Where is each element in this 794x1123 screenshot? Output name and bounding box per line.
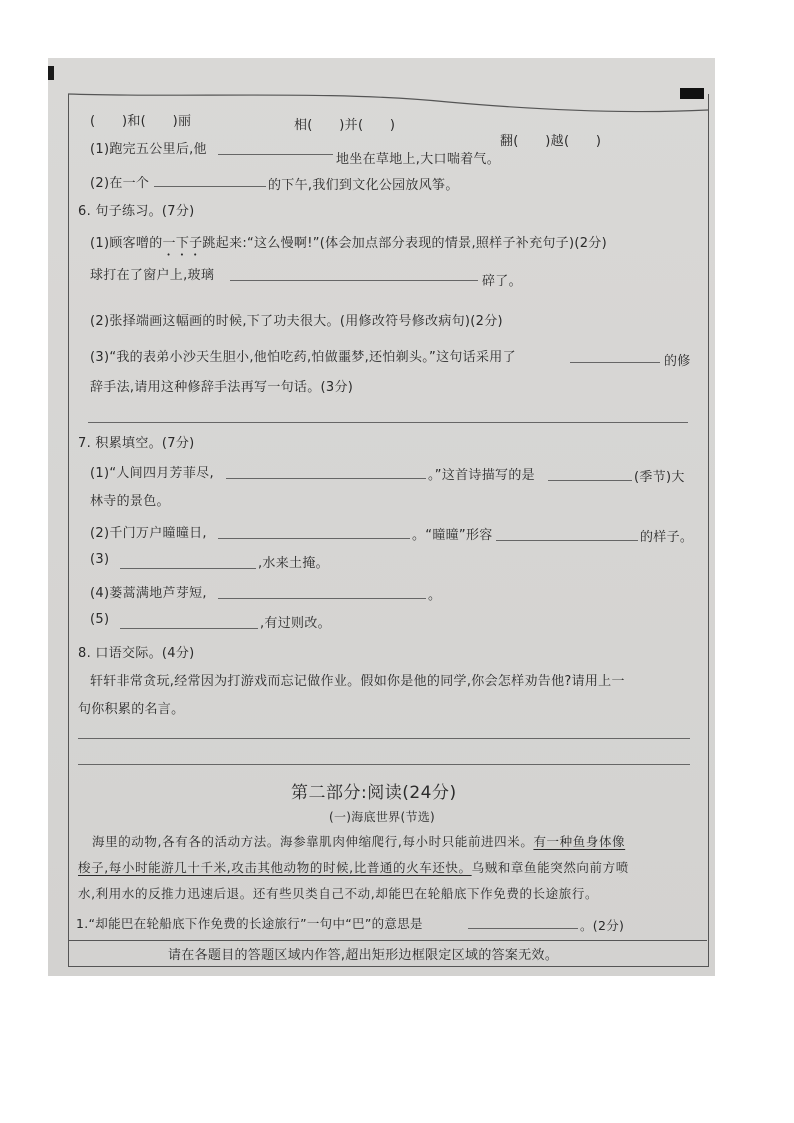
q7-a1: (1)“人间四月芳菲尽, <box>90 466 214 481</box>
answer-line[interactable] <box>570 362 660 363</box>
q8-p1: 轩轩非常贪玩,经常因为打游戏而忘记做作业。假如你是他的同学,你会怎样劝告他?请用上一 <box>90 674 625 689</box>
q7-a3: (季节)大 <box>634 470 685 485</box>
reading-q1a: 1.“却能巴在轮船底下作免费的长途旅行”一句中“巴”的意思是 <box>76 916 423 931</box>
part2-subtitle: (一)海底世界(节选) <box>329 810 436 824</box>
passage-line-3: 水,利用水的反推力迅速后退。还有些贝类自己不动,却能巴在轮船底下作免费的长途旅行。 <box>78 886 599 901</box>
q7-c1: (3) <box>90 552 110 567</box>
answer-line[interactable] <box>78 738 690 739</box>
answer-line[interactable] <box>468 928 578 929</box>
passage-l1b: 有一种鱼身体像 <box>533 834 626 849</box>
q5-s2b: 的下午,我们到文化公园放风筝。 <box>268 178 459 193</box>
q6-p1c: 球打在了窗户上,玻璃 <box>90 268 215 283</box>
answer-line[interactable] <box>548 480 632 481</box>
q7-c2: ,水来土掩。 <box>258 556 329 571</box>
q6-p3c: 辞手法,请用这种修辞手法再写一句话。(3分) <box>90 380 354 395</box>
q6-p1 <box>90 232 607 259</box>
passage-l2b: 乌贼和章鱼能突然向前方喷 <box>471 860 629 875</box>
answer-line[interactable] <box>120 568 256 569</box>
reading-q1b: 。(2分) <box>580 918 625 933</box>
answer-line[interactable] <box>120 628 258 629</box>
passage-line-2 <box>78 858 629 876</box>
frame-bottom-line <box>68 940 707 941</box>
passage-l1a: 海里的动物,各有各的活动方法。海参靠肌肉伸缩爬行,每小时只能前进四米。 <box>92 834 534 849</box>
answer-line[interactable] <box>218 154 333 155</box>
q6-p3a: (3)“我的表弟小沙天生胆小,他怕吃药,怕做噩梦,还怕剃头。”这句话采用了 <box>90 350 516 365</box>
word-fill-3: 翻( )越( ) <box>500 134 602 149</box>
q6-title: 6. 句子练习。(7分) <box>78 204 195 219</box>
passage-line-1 <box>92 832 625 850</box>
q5-s1a: (1)跑完五公里后,他 <box>90 142 207 157</box>
q7-b3: 的样子。 <box>640 530 694 545</box>
q6-p1a: (1)顾客噌的 <box>90 236 163 251</box>
q8-p2: 句你积累的名言。 <box>78 702 185 717</box>
q7-e1: (5) <box>90 612 110 627</box>
q7-e2: ,有过则改。 <box>260 616 331 631</box>
q6-p3b: 的修 <box>664 354 691 369</box>
answer-line[interactable] <box>226 478 426 479</box>
answer-line[interactable] <box>78 764 690 765</box>
q7-b1: (2)千门万户曈曈日, <box>90 526 207 541</box>
q7-title: 7. 积累填空。(7分) <box>78 436 195 451</box>
answer-line[interactable] <box>230 280 478 281</box>
q7-d2: 。 <box>428 588 442 603</box>
answer-line[interactable] <box>154 186 266 187</box>
registration-mark-left <box>48 66 54 80</box>
q7-d1: (4)蒌蒿满地芦芽短, <box>90 586 207 601</box>
q6-p1b: 跳起来:“这么慢啊!”(体会加点部分表现的情景,照样子补充句子)(2分) <box>202 236 607 251</box>
scanned-exam-page <box>48 58 715 976</box>
word-fill-2: 相( )并( ) <box>294 118 396 133</box>
footer-note: 请在各题目的答题区域内作答,超出矩形边框限定区域的答案无效。 <box>168 948 559 963</box>
q6-p1d: 碎了。 <box>482 274 522 289</box>
answer-line[interactable] <box>218 598 426 599</box>
q5-s1b: 地坐在草地上,大口喘着气。 <box>336 152 501 167</box>
answer-line[interactable] <box>496 540 638 541</box>
q6-p2: (2)张择端画这幅画的时候,下了功夫很大。(用修改符号修改病句)(2分) <box>90 314 503 329</box>
q7-a2: 。”这首诗描写的是 <box>428 468 535 483</box>
answer-line[interactable] <box>88 422 688 423</box>
passage-l2a: 梭子,每小时能游几十千米,攻击其他动物的时候,比普通的火车还快。 <box>78 860 472 875</box>
q7-a4: 林寺的景色。 <box>90 494 170 509</box>
part2-title: 第二部分:阅读(24分) <box>291 783 457 803</box>
q6-p1-dotted: 一下子 <box>162 236 203 251</box>
q5-s2a: (2)在一个 <box>90 176 150 191</box>
q7-b2: 。“曈曈”形容 <box>412 528 493 543</box>
answer-line[interactable] <box>218 538 410 539</box>
q8-title: 8. 口语交际。(4分) <box>78 646 195 661</box>
word-fill-1: ( )和( )丽 <box>90 114 192 129</box>
